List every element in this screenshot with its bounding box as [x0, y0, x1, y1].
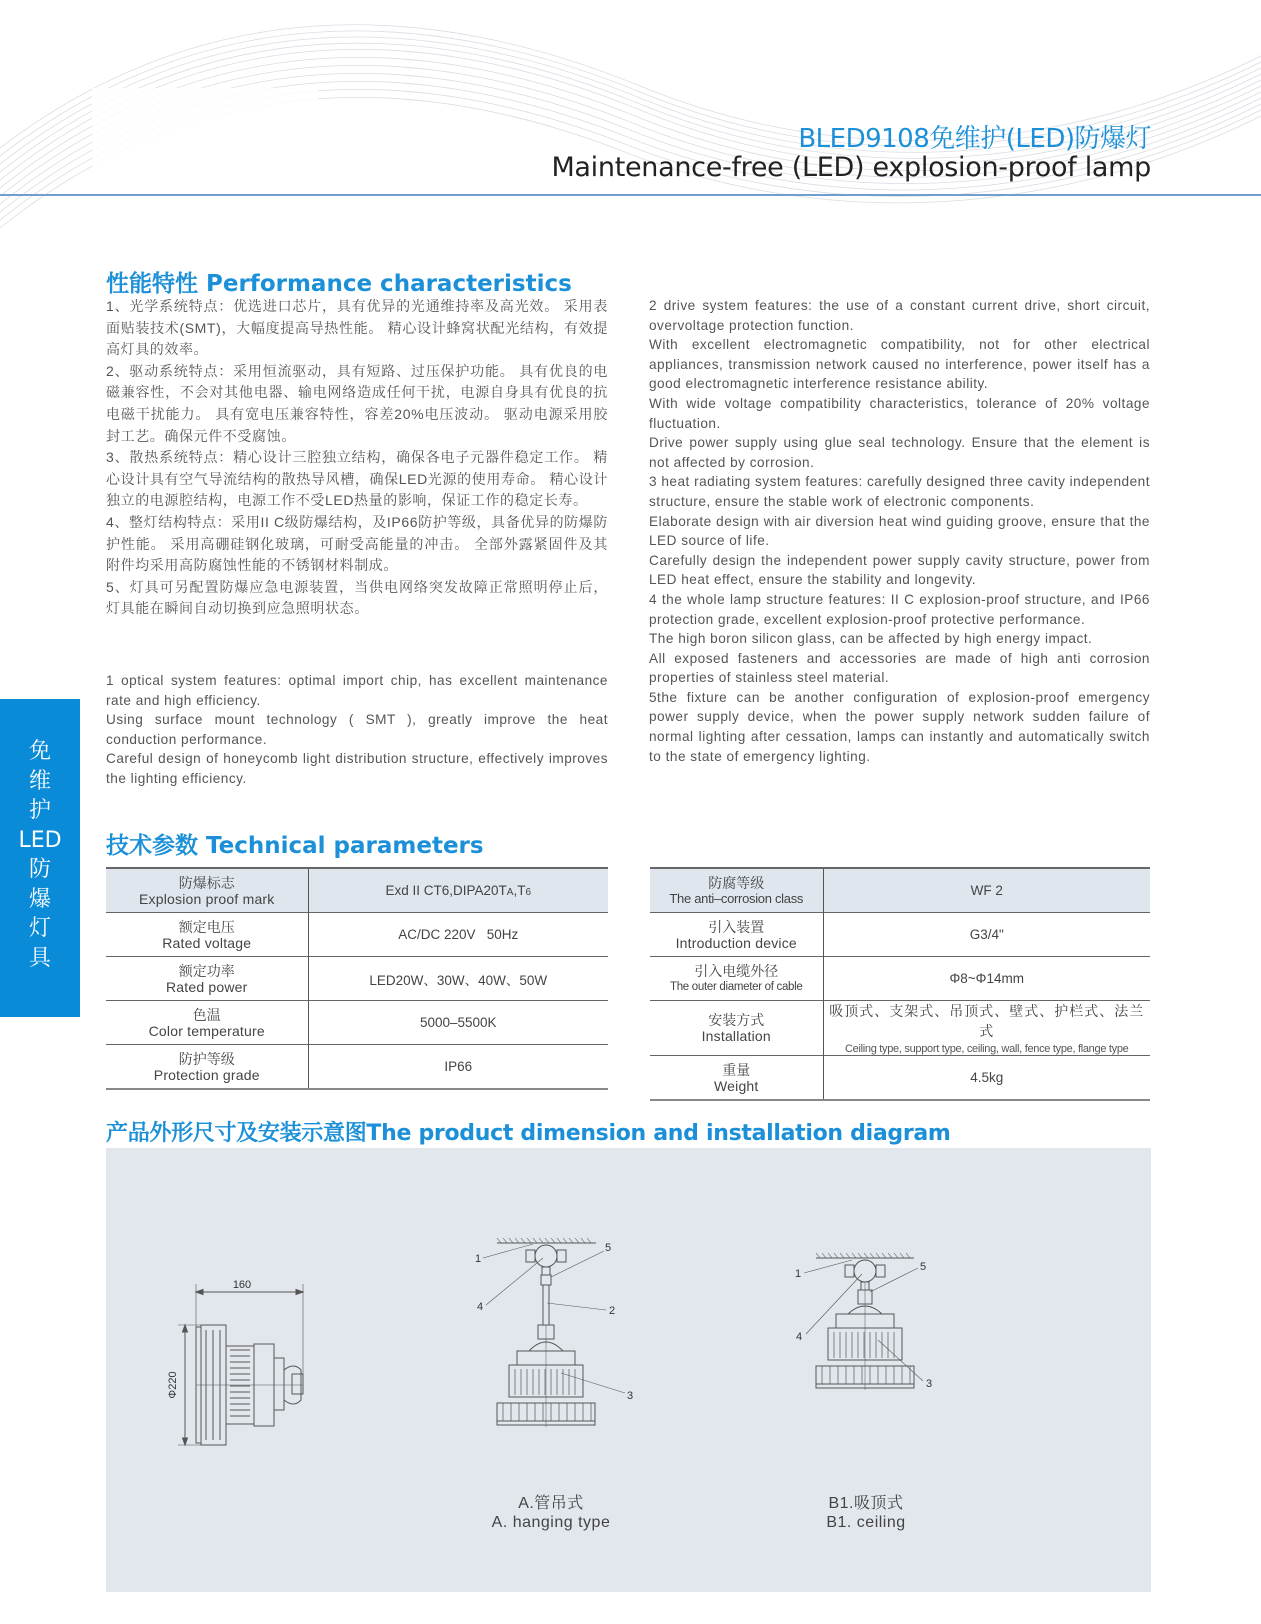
spec-table-right [650, 867, 1150, 1101]
side-char: 免 [28, 739, 51, 764]
spec-key: 防爆标志 Explosion proof mark [106, 868, 308, 913]
performance-section-title: 性能特性 Performance characteristics [106, 271, 572, 297]
spec-value: AC/DC 220V 50Hz [308, 913, 608, 957]
spec-key: 重量 Weight [650, 1056, 823, 1101]
en-paragraph: Careful design of honeycomb light distribution structure, effectively improves the lighting efficiency. [106, 751, 608, 786]
spec-key: 额定功率 Rated power [106, 957, 308, 1001]
en-paragraph: Elaborate design with air diversion heat wind guiding groove, ensure that the LED source of life. [649, 513, 1150, 549]
side-char: LED [18, 827, 62, 853]
callout-5: 5 [605, 1242, 612, 1254]
hanging-type-drawing [461, 1233, 634, 1453]
callout-1: 1 [795, 1268, 802, 1280]
spec-row [106, 913, 608, 957]
performance-cn-text [106, 296, 608, 620]
side-view-drawing [166, 1278, 346, 1468]
spec-row [106, 1001, 608, 1045]
spec-value: IP66 [308, 1045, 608, 1090]
callout-5: 5 [920, 1261, 927, 1273]
side-char: 灯 [28, 916, 51, 941]
spec-key: 安装方式 Installation [650, 1001, 823, 1056]
spec-key: 引入装置 Introduction device [650, 913, 823, 957]
spec-row [106, 868, 608, 913]
diagram-panel [106, 1148, 1151, 1592]
spec-value: 4.5kg [823, 1056, 1150, 1101]
spec-row [650, 913, 1150, 957]
spec-key: 色温 Color temperature [106, 1001, 308, 1045]
cn-paragraph: 1、光学系统特点：优选进口芯片，具有优异的光通维持率及高光效。 采用表面贴装技术(SMT)，大幅度提高导热性能。 精心设计蜂窝状配光结构，有效提高灯具的效率。 [106, 298, 608, 358]
cn-paragraph: 5、灯具可另配置防爆应急电源装置，当供电网络突发故障正常照明停止后，灯具能在瞬间自动切换到应急照明状态。 [106, 578, 608, 617]
cn-paragraph: 3、散热系统特点：精心设计三腔独立结构，确保各电子元器件稳定工作。 精心设计具有空气导流结构的散热导风槽，确保LED光源的使用寿命。 精心设计独立的电源腔结构，电源工作不受LED热量的影响，保证工作的稳定长寿。 [106, 449, 608, 509]
spec-value: WF 2 [823, 868, 1150, 913]
spec-row [106, 1045, 608, 1090]
side-char: 爆 [28, 886, 51, 912]
spec-value: G3/4" [823, 913, 1150, 957]
spec-key: 防腐等级 The anti–corrosion class [650, 868, 823, 913]
spec-row [106, 957, 608, 1001]
product-title-en: Maintenance-free (LED) explosion-proof lamp [551, 152, 1151, 183]
spec-key: 额定电压 Rated voltage [106, 913, 308, 957]
caption-ceiling-type: B1.吸顶式 B1. ceiling [826, 1495, 906, 1531]
installation-en: Ceiling type, support type, ceiling, wall, fence type, flange type [845, 1043, 1129, 1055]
en-paragraph: With excellent electromagnetic compatibility, not for other electrical appliances, transmission network caused no interference, power itself has a good electromagnetic interference resistance ability. [649, 337, 1150, 392]
spec-value: Φ8~Φ14mm [823, 957, 1150, 1001]
spec-row [650, 1056, 1150, 1101]
en-paragraph: 5the fixture can be another configuration of explosion-proof emergency power supply device, when the power supply network sudden failure of normal lighting after cessation, lamps can instantly and automatically switch to the state of emergency lighting. [649, 689, 1150, 764]
en-paragraph: With wide voltage compatibility characteristics, tolerance of 20% voltage fluctuation. [649, 395, 1150, 431]
spec-value: Exd II CT6,DIPA20TA,T6 [308, 868, 608, 913]
callout-2: 2 [609, 1305, 616, 1317]
performance-en-text-right [649, 296, 1150, 766]
spec-row [650, 868, 1150, 913]
callout-4: 4 [477, 1301, 484, 1313]
callout-4: 4 [796, 1331, 803, 1343]
en-paragraph: 3 heat radiating system features: carefully designed three cavity independent structure, ensure the stable work of electronic components. [649, 474, 1150, 509]
en-paragraph: 2 drive system features: the use of a constant current drive, short circuit, overvoltage protection function. [649, 298, 1150, 333]
cn-paragraph: 2、驱动系统特点：采用恒流驱动，具有短路、过压保护功能。 具有优良的电磁兼容性，不会对其他电器、输电网络造成任何干扰，电源自身具有优良的抗电磁干扰能力。 具有宽电压兼容特性，容差20%电压波动。 驱动电源采用胶封工艺。确保元件不受腐蚀。 [106, 362, 608, 444]
cn-paragraph: 4、整灯结构特点：采用II C级防爆结构，及IP66防护等级，具备优异的防爆防护性能。 采用高硼硅钢化玻璃，可耐受高能量的冲击。 全部外露紧固件及其附件均采用高防腐蚀性能的不锈钢材料制成。 [106, 513, 608, 574]
dim-diameter-label: Φ220 [167, 1371, 179, 1399]
side-char: 护 [28, 798, 51, 823]
side-char: 具 [28, 945, 51, 971]
callout-1: 1 [475, 1253, 482, 1265]
callout-3: 3 [627, 1390, 634, 1402]
spec-value: 5000–5500K [308, 1001, 608, 1045]
performance-en-text-left [106, 671, 608, 789]
en-paragraph: Drive power supply using glue seal technology. Ensure that the element is not affected by corrosion. [649, 435, 1150, 470]
en-paragraph: 4 the whole lamp structure features: II C explosion-proof structure, and IP66 protection grade, excellent explosion-proof protective performance. [649, 591, 1150, 627]
caption-hanging-type: A.管吊式 A. hanging type [491, 1495, 611, 1531]
technical-section-title: 技术参数 Technical parameters [106, 833, 484, 859]
en-paragraph: Using surface mount technology ( SMT ), greatly improve the heat conduction performance. [106, 712, 608, 747]
spec-key: 引入电缆外径 The outer diameter of cable [650, 957, 823, 1001]
en-paragraph: All exposed fasteners and accessories are made of high anti corrosion properties of stainless steel material. [649, 650, 1150, 686]
en-paragraph: The high boron silicon glass, can be affected by high energy impact. [649, 631, 1093, 647]
callout-3: 3 [926, 1378, 933, 1390]
ceiling-type-drawing [786, 1248, 956, 1448]
spec-table-left [106, 867, 608, 1090]
spec-value: LED20W、30W、40W、50W [308, 957, 608, 1001]
spec-row [650, 1001, 1150, 1056]
spec-row [650, 957, 1150, 1001]
product-title-cn: BLED9108免维护(LED)防爆灯 [798, 124, 1151, 154]
side-category-tab [0, 699, 80, 1017]
installation-cn: 吸顶式、支架式、吊顶式、壁式、护栏式、法兰式 [829, 1003, 1145, 1039]
spec-value [823, 1001, 1150, 1056]
header-divider [0, 194, 1261, 196]
spec-key: 防护等级 Protection grade [106, 1045, 308, 1090]
en-paragraph: 1 optical system features: optimal import chip, has excellent maintenance rate and high efficiency. [106, 673, 608, 708]
en-paragraph: Carefully design the independent power supply cavity structure, power from LED heat effect, ensure the stability and longevity. [649, 552, 1150, 588]
side-char: 维 [28, 768, 51, 794]
diagram-section-title: 产品外形尺寸及安装示意图The product dimension and installation diagram [106, 1121, 951, 1146]
side-char: 防 [28, 857, 51, 882]
dim-width-label: 160 [232, 1279, 252, 1291]
